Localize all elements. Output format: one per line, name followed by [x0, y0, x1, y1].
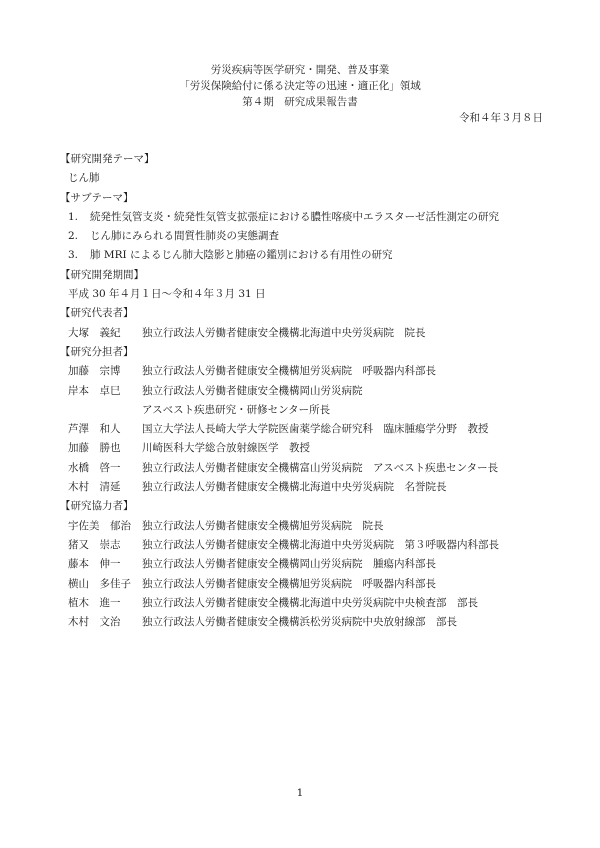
- person-name: 加藤 勝也: [68, 442, 121, 455]
- subtheme-text: じん肺にみられる間質性肺炎の実態調査: [90, 230, 279, 243]
- person-name: 大塚 義紀: [68, 326, 121, 339]
- person-affiliation: 独立行政法人労働者健康安全機構北海道中央労災病院中央検査部 部長: [142, 596, 478, 609]
- person-name: 藤本 伸一: [68, 558, 121, 571]
- representative-heading: 【研究代表者】: [60, 307, 134, 320]
- theme-value: じん肺: [68, 172, 100, 185]
- person-affiliation: 独立行政法人労働者健康安全機構旭労災病院 呼吸器内科部長: [142, 577, 436, 590]
- person-row: [60, 575, 560, 594]
- coresearchers-heading: 【研究分担者】: [60, 345, 134, 358]
- person-affiliation: 川崎医科大学総合放射線医学 教授: [142, 442, 310, 455]
- person-row: [60, 439, 560, 458]
- person-row: [60, 536, 560, 555]
- person-row: [60, 420, 560, 439]
- person-affiliation: 独立行政法人労働者健康安全機構岡山労災病院: [142, 384, 363, 397]
- subtheme-text: 続発性気管支炎・続発性気管支拡張症における膿性喀痰中エラスターゼ活性測定の研究: [90, 210, 499, 223]
- person-name: 猪又 崇志: [68, 538, 121, 551]
- person-affiliation: 独立行政法人労働者健康安全機構旭労災病院 呼吸器内科部長: [142, 365, 436, 378]
- subtheme-item: [60, 208, 560, 227]
- theme-heading: 【研究開発テーマ】: [60, 153, 155, 165]
- person-name: 芦澤 和人: [68, 423, 121, 436]
- person-affiliation-continued: アスベスト疾患研究・研修センター所長: [142, 403, 331, 416]
- person-name: 宇佐美 郁治: [68, 519, 131, 532]
- person-name: 木村 文治: [68, 616, 121, 629]
- person-row: [60, 478, 560, 497]
- person-affiliation: 国立大学法人長崎大学大学院医歯薬学総合研究科 臨床腫瘍学分野 教授: [142, 423, 489, 436]
- person-affiliation: 独立行政法人労働者健康安全機構北海道中央労災病院 第３呼吸器内科部長: [142, 538, 499, 551]
- subtheme-heading: 【サブテーマ】: [60, 191, 134, 204]
- person-affiliation: 独立行政法人労働者健康安全機構岡山労災病院 腫瘍内科部長: [142, 558, 436, 571]
- header-line-2: 「労災保険給付に係る決定等の迅速・適正化」領域: [179, 80, 421, 92]
- period-value: 平成 30 年４月１日～令和４年３月 31 日: [68, 288, 266, 301]
- page-number: 1: [296, 787, 304, 799]
- person-affiliation: 独立行政法人労働者健康安全機構北海道中央労災病院 院長: [142, 326, 426, 339]
- subtheme-number: 1.: [68, 210, 79, 223]
- person-row: [60, 517, 560, 536]
- header-line-3: 第４期 研究成果報告書: [242, 96, 358, 108]
- report-body: [60, 150, 560, 632]
- person-row: [60, 459, 560, 478]
- period-heading: 【研究開発期間】: [60, 268, 144, 281]
- person-name: 水橋 啓一: [68, 461, 121, 474]
- person-row: [60, 324, 560, 343]
- person-name: 植木 進一: [68, 596, 121, 609]
- person-row: [60, 362, 560, 381]
- collaborators-heading: 【研究協力者】: [60, 500, 134, 513]
- person-affiliation: 独立行政法人労働者健康安全機構北海道中央労災病院 名誉院長: [142, 481, 447, 494]
- person-row: [60, 613, 560, 632]
- person-row: [60, 382, 560, 401]
- subtheme-item: [60, 246, 560, 265]
- subtheme-number: 3.: [68, 249, 79, 262]
- person-name: 横山 多佳子: [68, 577, 131, 590]
- header-line-1: 労災疾病等医学研究・開発、普及事業: [210, 64, 390, 76]
- person-name: 木村 清延: [68, 481, 121, 494]
- person-row: [60, 555, 560, 574]
- subtheme-number: 2.: [68, 230, 79, 243]
- person-row-continuation: [60, 401, 560, 420]
- person-name: 岸本 卓巳: [68, 384, 121, 397]
- person-affiliation: 独立行政法人労働者健康安全機構浜松労災病院中央放射線部 部長: [142, 616, 457, 629]
- person-row: [60, 594, 560, 613]
- subtheme-text: 肺 MRI によるじん肺大陰影と肺癌の鑑別における有用性の研究: [90, 249, 393, 262]
- person-affiliation: 独立行政法人労働者健康安全機構旭労災病院 院長: [142, 519, 384, 532]
- person-affiliation: 独立行政法人労働者健康安全機構富山労災病院 アスベスト疾患センター長: [142, 461, 499, 474]
- report-date: 令和４年３月８日: [459, 112, 543, 124]
- subtheme-item: [60, 227, 560, 246]
- person-name: 加藤 宗博: [68, 365, 121, 378]
